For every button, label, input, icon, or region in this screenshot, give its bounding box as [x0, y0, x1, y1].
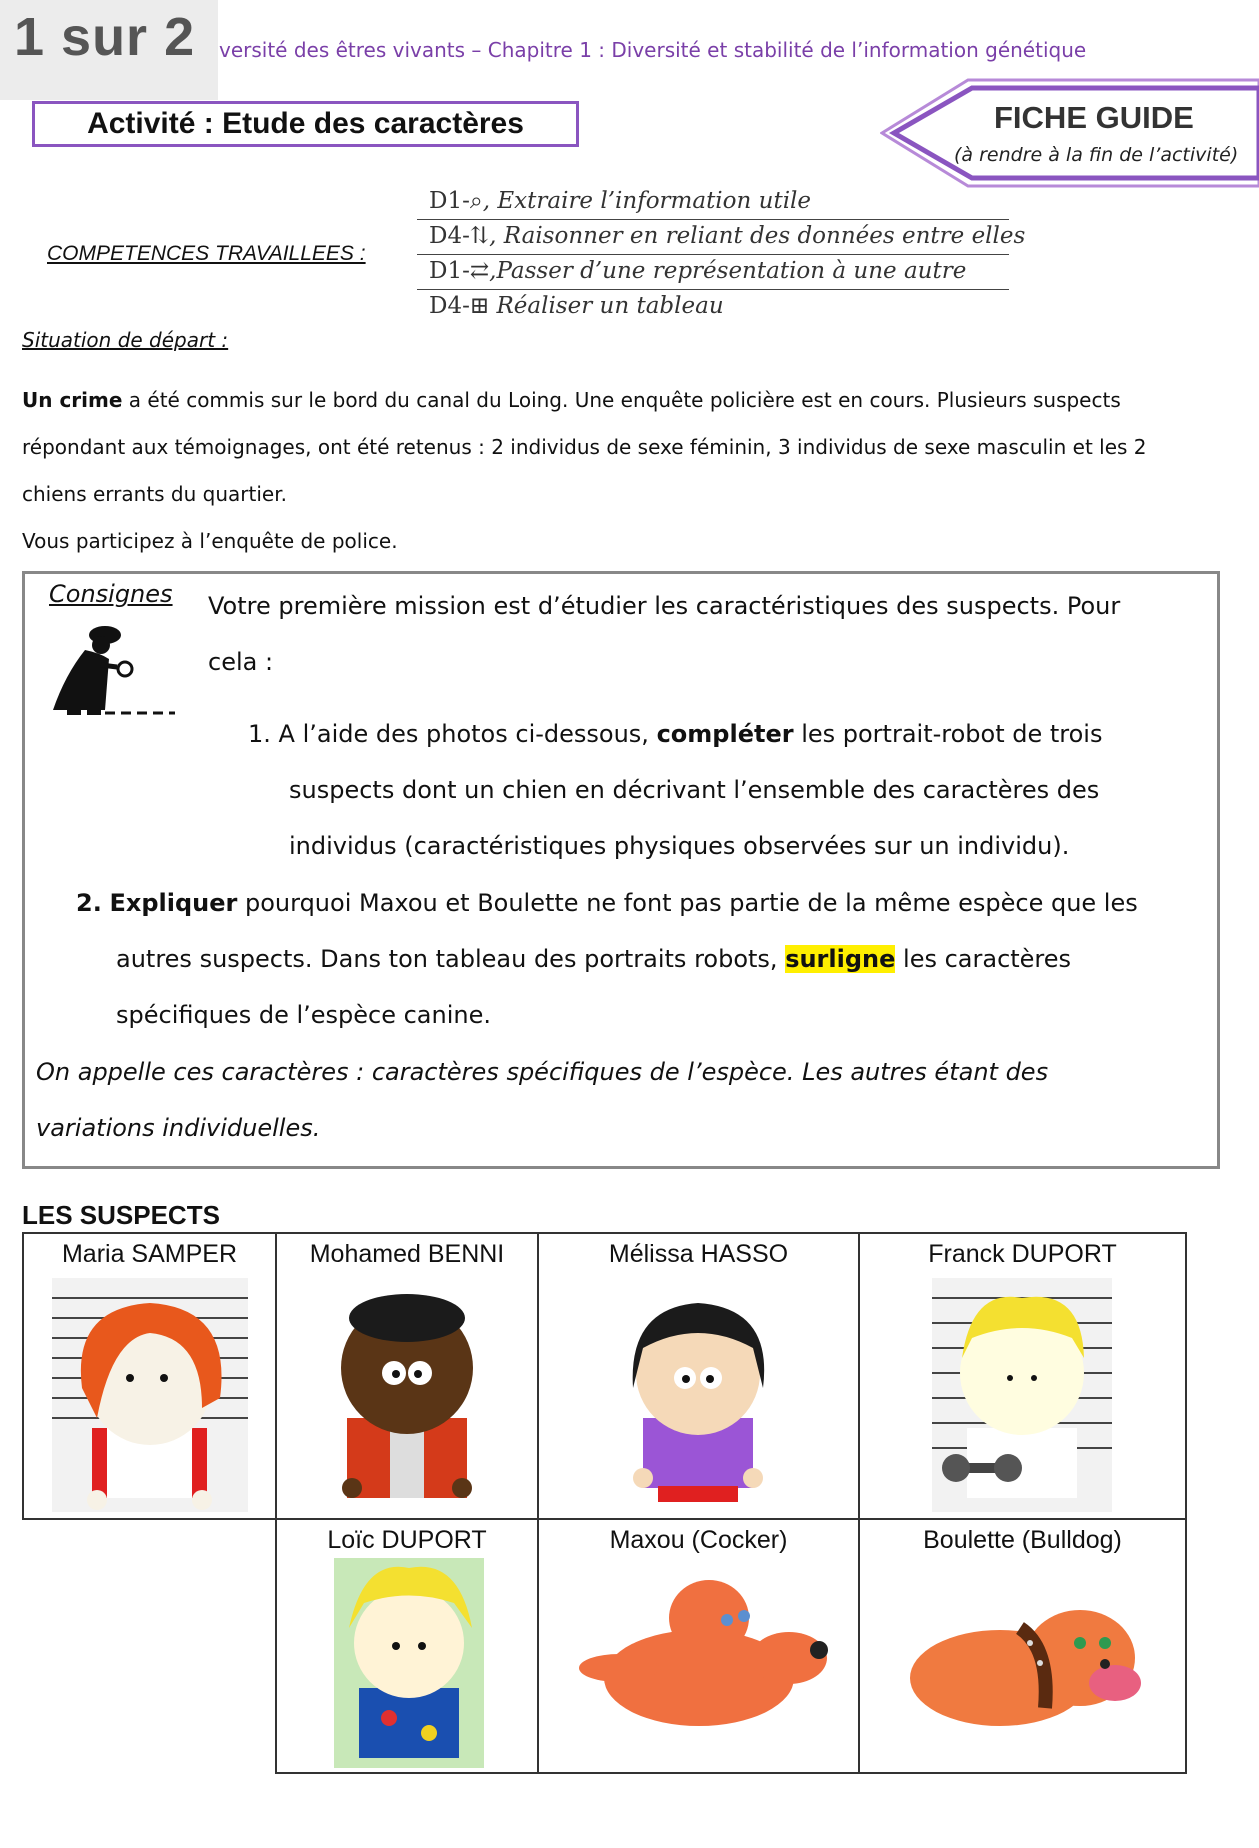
item-text: les caractères: [895, 945, 1072, 973]
suspect-name: Maria SAMPER: [61, 1240, 238, 1268]
consigne-item-1-line: individus (caractéristiques physiques observées sur un individu).: [289, 832, 1070, 860]
consigne-item-1-line: suspects dont un chien en décrivant l’ensemble des caractères des: [289, 776, 1100, 804]
guide-title: FICHE GUIDE: [994, 100, 1194, 135]
suspect-portrait: [52, 1278, 248, 1512]
glasses-icon: ⌕: [469, 188, 483, 214]
competence-text: , Extraire l’information utile: [482, 188, 812, 214]
item-text: autres suspects. Dans ton tableau des portraits robots,: [116, 945, 786, 973]
item-text: les portrait-robot de trois: [793, 720, 1103, 748]
competence-text: ,Passer d’une représentation à une autre: [489, 258, 967, 284]
suspect-cell: [860, 1234, 1185, 1518]
competence-code: D4-: [429, 293, 470, 319]
suspects-title: LES SUSPECTS: [22, 1200, 220, 1230]
situation-line: chiens errants du quartier.: [22, 482, 287, 506]
item-number: 1.: [248, 720, 271, 748]
competence-text: Réaliser un tableau: [489, 293, 724, 319]
situation-line: [22, 377, 1237, 424]
competence-item: [417, 255, 1009, 290]
suspect-name: Maxou (Cocker): [609, 1526, 788, 1554]
situation-bold: Un crime: [22, 388, 123, 412]
suspect-portrait: [559, 1558, 839, 1768]
highlighted-word: surligne: [785, 945, 896, 973]
guide-subtitle: (à rendre à la fin de l’activité): [954, 144, 1239, 166]
activity-title: Activité : Etude des caractères: [32, 101, 579, 147]
chapter-title: versité des êtres vivants – Chapitre 1 : Diversité et stabilité de l’information génétique: [219, 38, 1087, 62]
switch-icon: ⇄: [469, 258, 490, 284]
competence-code: D1-: [429, 258, 470, 284]
situation-line: Vous participez à l’enquête de police.: [22, 529, 398, 553]
table-border: [276, 1772, 1186, 1774]
competences-label: COMPETENCES TRAVAILLEES :: [47, 242, 366, 265]
suspect-cell: [277, 1520, 537, 1772]
suspect-portrait: [613, 1278, 783, 1512]
suspect-portrait: [322, 1278, 492, 1512]
suspect-portrait: [334, 1558, 484, 1768]
suspect-cell: [860, 1520, 1185, 1772]
competence-item: [417, 185, 1009, 220]
consigne-item-2-line: spécifiques de l’espèce canine.: [116, 1001, 491, 1029]
competence-code: D1-: [429, 188, 470, 214]
table-border: [1185, 1232, 1187, 1774]
link-icon: ⇅: [469, 223, 490, 249]
competence-code: D4-: [429, 223, 470, 249]
suspect-name: Loïc DUPORT: [327, 1526, 487, 1554]
consigne-item-1: [248, 720, 1102, 748]
consignes-note: On appelle ces caractères : caractères spécifiques de l’espèce. Les autres étant des: [36, 1058, 1049, 1086]
suspect-name: Mélissa HASSO: [608, 1240, 789, 1268]
suspect-portrait: [932, 1278, 1112, 1512]
item-number: 2.: [76, 889, 102, 917]
item-text: pourquoi Maxou et Boulette ne font pas partie de la même espèce que les: [237, 889, 1138, 917]
consignes-title: Consignes: [49, 580, 173, 608]
suspect-name: Franck DUPORT: [928, 1240, 1117, 1268]
table-icon: ⊞: [469, 293, 490, 319]
competence-item: [417, 220, 1026, 255]
suspect-cell: [539, 1234, 858, 1518]
item-bold: compléter: [656, 720, 794, 748]
suspect-cell: [24, 1234, 275, 1518]
suspect-name: Boulette (Bulldog): [923, 1526, 1122, 1554]
consignes-intro: cela :: [208, 648, 274, 676]
consignes-intro: Votre première mission est d’étudier les caractéristiques des suspects. Pour: [208, 592, 1121, 620]
page-counter: 1 sur 2: [14, 7, 196, 67]
item-bold: Expliquer: [109, 889, 238, 917]
suspect-portrait: [880, 1558, 1165, 1768]
suspect-cell: [277, 1234, 537, 1518]
suspect-name: Mohamed BENNI: [309, 1240, 505, 1268]
situation-line: répondant aux témoignages, ont été retenus : 2 individus de sexe féminin, 3 individus de sexe masculin et les 2: [22, 435, 1147, 459]
suspect-cell: [539, 1520, 858, 1772]
consignes-note: variations individuelles.: [36, 1114, 321, 1142]
detective-icon: [45, 615, 185, 725]
situation-text: a été commis sur le bord du canal du Loing. Une enquête policière est en cours. Plusieurs suspects: [122, 388, 1121, 412]
competence-item: [417, 290, 1009, 325]
consigne-item-2-line: [116, 945, 1071, 973]
situation-title: Situation de départ :: [22, 328, 229, 352]
competence-text: , Raisonner en reliant des données entre elles: [489, 223, 1026, 249]
item-text: A l’aide des photos ci-dessous,: [270, 720, 657, 748]
consigne-item-2: [76, 889, 1138, 917]
